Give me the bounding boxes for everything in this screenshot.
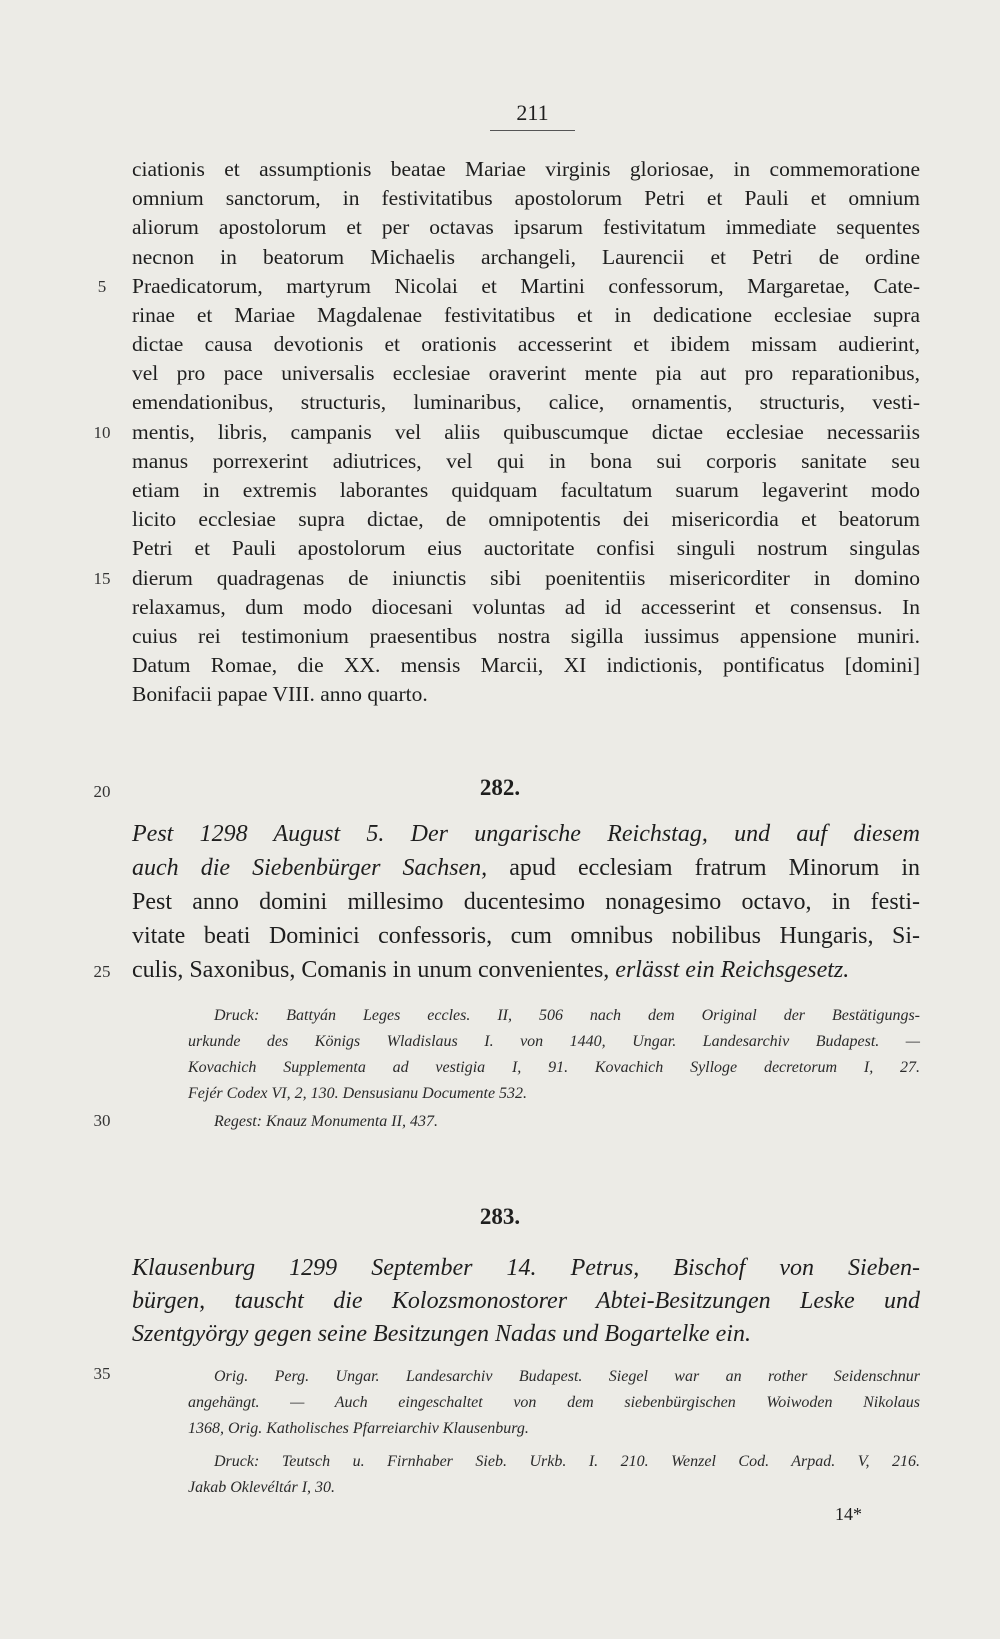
body-line: vel pro pace universalis ecclesiae oraverint mente pia aut pro reparationibus, — [132, 361, 920, 385]
body-line: dierum quadragenas de iniunctis sibi poenitentiis misericorditer in domino — [132, 566, 920, 590]
heading-line — [132, 920, 920, 952]
body-line: necnon in beatorum Michaelis archangeli, Laurencii et Petri de ordine — [132, 245, 920, 269]
body-line: rinae et Mariae Magdalenae festivitatibus et in dedicatione ecclesiae supra — [132, 303, 920, 327]
heading-roman: culis, Saxonibus, Comanis in unum convenientes, — [132, 957, 616, 983]
note-line: urkunde des Königs Wladislaus I. von 1440, Ungar. Landesarchiv Budapest. — — [188, 1033, 920, 1050]
heading-line — [132, 1252, 920, 1284]
body-line: manus porrexerint adiutrices, vel qui in bona sui corporis sanitate seu — [132, 449, 920, 473]
note-line: Orig. Perg. Ungar. Landesarchiv Budapest. Siegel war an rother Seidenschnur — [214, 1368, 920, 1385]
heading-line — [132, 852, 920, 884]
note-line: Regest: Knauz Monumenta II, 437. — [214, 1113, 438, 1130]
body-line: Petri et Pauli apostolorum eius auctoritate confisi singuli nostrum singulas — [132, 536, 920, 560]
heading-roman: vitate beati Dominici confessoris, cum omnibus nobilibus Hungaris, Si- — [132, 923, 920, 949]
heading-line — [132, 818, 920, 850]
body-line: Datum Romae, die XX. mensis Marcii, XI indictionis, pontificatus [domini] — [132, 653, 920, 677]
heading-italic: Klausenburg 1299 September 14. Petrus, Bischof von Sieben- — [132, 1255, 920, 1281]
document-number: 282. — [479, 775, 521, 800]
line-number: 10 — [93, 423, 111, 442]
body-line: licito ecclesiae supra dictae, de omnipotentis dei misericordia et beatorum — [132, 507, 920, 531]
line-number: 15 — [93, 569, 111, 588]
body-line: aliorum apostolorum et per octavas ipsarum festivitatum immediate sequentes — [132, 215, 920, 239]
body-line: omnium sanctorum, in festivitatibus apostolorum Petri et Pauli et omnium — [132, 186, 920, 210]
heading-line — [132, 1318, 920, 1350]
note-line: 1368, Orig. Katholisches Pfarreiarchiv Klausenburg. — [188, 1420, 529, 1437]
body-line: relaxamus, dum modo diocesani voluntas ad id accesserint et consensus. In — [132, 595, 920, 619]
note-line: Fejér Codex VI, 2, 130. Densusianu Documente 532. — [188, 1085, 528, 1102]
heading-roman: Pest anno domini millesimo ducentesimo nonagesimo octavo, in festi- — [132, 889, 920, 915]
note-line: Jakab Oklevéltár I, 30. — [188, 1479, 336, 1496]
body-line: Praedicatorum, martyrum Nicolai et Martini confessorum, Margaretae, Cate- — [132, 274, 920, 298]
body-line: mentis, libris, campanis vel aliis quibuscumque dictae ecclesiae necessariis — [132, 420, 920, 444]
note-line: Kovachich Supplementa ad vestigia I, 91. Kovachich Sylloge decretorum I, 27. — [188, 1059, 920, 1076]
line-number: 35 — [93, 1364, 111, 1383]
line-number: 5 — [97, 277, 107, 296]
body-line: etiam in extremis laborantes quidquam facultatum suarum legaverint modo — [132, 478, 920, 502]
body-line: Bonifacii papae VIII. anno quarto. — [132, 682, 428, 706]
heading-roman: apud ecclesiam fratrum Minorum in — [487, 855, 920, 881]
heading-italic: auch die Siebenbürger Sachsen, — [132, 855, 488, 881]
signature-mark: 14* — [835, 1504, 862, 1524]
line-number: 30 — [93, 1111, 111, 1130]
heading-italic: erlässt ein Reichsgesetz. — [615, 957, 850, 983]
heading-line — [132, 954, 920, 986]
note-line: angehängt. — Auch eingeschaltet von dem siebenbürgischen Woiwoden Nikolaus — [188, 1394, 920, 1411]
note-line: Druck: Teutsch u. Firnhaber Sieb. Urkb. I. 210. Wenzel Cod. Arpad. V, 216. — [214, 1453, 920, 1470]
line-number: 25 — [93, 962, 111, 981]
line-number: 20 — [93, 782, 111, 801]
body-line: cuius rei testimonium praesentibus nostra sigilla iussimus appensione muniri. — [132, 624, 920, 648]
body-line: emendationibus, structuris, luminaribus, calice, ornamentis, structuris, vesti- — [132, 390, 920, 414]
note-line: Druck: Battyán Leges eccles. II, 506 nach dem Original der Bestätigungs- — [214, 1007, 920, 1024]
heading-italic: bürgen, tauscht die Kolozsmonostorer Abtei-Besitzungen Leske und — [132, 1288, 920, 1314]
document-number: 283. — [479, 1204, 521, 1229]
heading-italic: Szentgyörgy gegen seine Besitzungen Nadas und Bogartelke ein. — [132, 1321, 751, 1347]
heading-line — [132, 1285, 920, 1317]
body-line: ciationis et assumptionis beatae Mariae virginis gloriosae, in commemoratione — [132, 157, 920, 181]
heading-italic: Pest 1298 August 5. Der ungarische Reichstag, und auf diesem — [132, 821, 920, 847]
body-line: dictae causa devotionis et orationis accesserint et ibidem missam audierint, — [132, 332, 920, 356]
heading-line — [132, 886, 920, 918]
page-number: 211 — [490, 100, 575, 131]
